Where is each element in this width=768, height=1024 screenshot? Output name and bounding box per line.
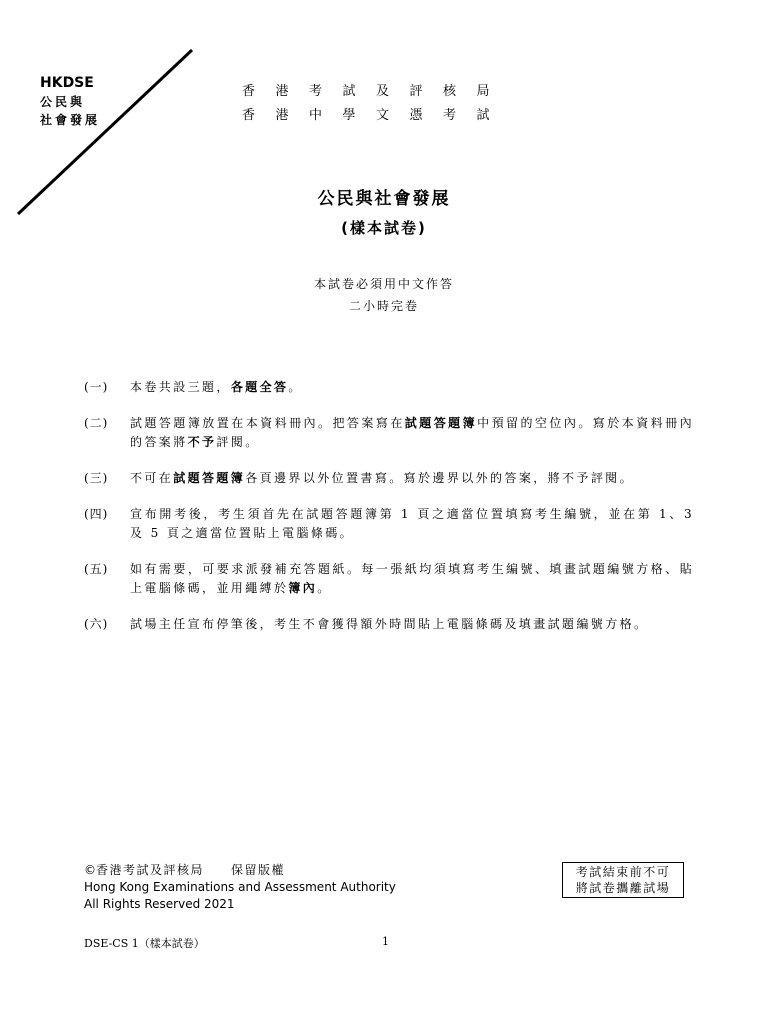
instruction-emphasis: 試題答題簿	[404, 416, 478, 430]
instruction-text	[130, 560, 694, 598]
exam-notice-box	[562, 862, 684, 898]
instruction-segment: 不可在	[130, 471, 174, 485]
instruction-number: (一)	[84, 380, 109, 394]
notice-line2: 將試卷攜離試場	[575, 881, 671, 895]
copyright-block	[84, 862, 396, 913]
instruction-item	[84, 414, 694, 452]
instruction-text	[130, 414, 694, 452]
subject-code: HKDSE	[40, 75, 94, 91]
subject-name-line1: 公民與	[40, 95, 86, 109]
instruction-number: (三)	[84, 471, 109, 485]
instruction-text	[130, 615, 694, 634]
instruction-segment: 。	[317, 581, 332, 595]
language-instruction: 本試卷必須用中文作答	[313, 277, 454, 291]
page-title: 公民與社會發展	[317, 189, 451, 209]
copyright-holder-en: Hong Kong Examinations and Assessment Authority	[84, 880, 396, 894]
instruction-text	[130, 378, 694, 397]
instruction-segment: 各頁邊界以外位置書寫。寫於邊界以外的答案，將不予評閱。	[245, 471, 635, 485]
instruction-segment: 中預留的空位內。寫於本資料冊內的答案將	[130, 416, 694, 449]
instruction-emphasis: 試題答題簿	[173, 471, 246, 485]
instruction-item	[84, 615, 694, 634]
instruction-segment: 試場主任宣布停筆後，考生不會獲得額外時間貼上電腦條碼及填畫試題編號方格。	[130, 617, 649, 631]
copyright-symbol: ©	[84, 863, 96, 877]
time-allowed: 二小時完卷	[348, 299, 419, 313]
instruction-number: (二)	[84, 416, 109, 430]
instruction-item	[84, 469, 694, 488]
exam-name: 香港中學文憑考試	[242, 108, 511, 123]
instructions-list	[84, 378, 694, 651]
instruction-number: (四)	[84, 507, 109, 521]
instruction-number: (六)	[84, 617, 109, 631]
instruction-segment: 試題答題簿放置在本資料冊內。把答案寫在	[130, 416, 405, 430]
instruction-segment: 宣布開考後，考生須首先在試題答題簿第 1 頁之適當位置填寫考生編號，並在第 1、3 及 5 頁之適當位置貼上電腦條碼。	[130, 507, 694, 540]
instruction-emphasis: 不予	[187, 435, 217, 449]
authority-name: 香港考試及評核局	[242, 84, 511, 99]
page-number: 1	[382, 935, 389, 948]
instruction-segment: 本卷共設三題，	[130, 380, 231, 394]
instruction-item	[84, 505, 694, 543]
instruction-segment: 評閱。	[216, 435, 260, 449]
instruction-text	[130, 469, 694, 488]
instruction-text	[130, 505, 694, 543]
instruction-segment: 如有需要，可要求派發補充答題紙。每一張紙均須填寫考生編號、填畫試題編號方格、貼上電腦條碼，並用繩縛於	[130, 562, 694, 595]
instruction-item	[84, 378, 694, 397]
page-subtitle: (樣本試卷)	[341, 219, 427, 237]
instruction-emphasis: 簿內	[288, 581, 318, 595]
copyright-rights: All Rights Reserved 2021	[84, 897, 235, 911]
copyright-holder-cn: 香港考試及評核局 保留版權	[96, 863, 286, 877]
footer-paper-code: DSE-CS 1（樣本試卷）	[84, 937, 205, 950]
instruction-item	[84, 560, 694, 598]
instruction-number: (五)	[84, 562, 109, 576]
notice-line1: 考試結束前不可	[575, 865, 671, 879]
instruction-segment: 。	[288, 380, 303, 394]
copyright-line-cn	[84, 862, 396, 879]
subject-name-line2: 社會發展	[40, 113, 101, 127]
instruction-emphasis: 各題全答	[230, 380, 289, 394]
